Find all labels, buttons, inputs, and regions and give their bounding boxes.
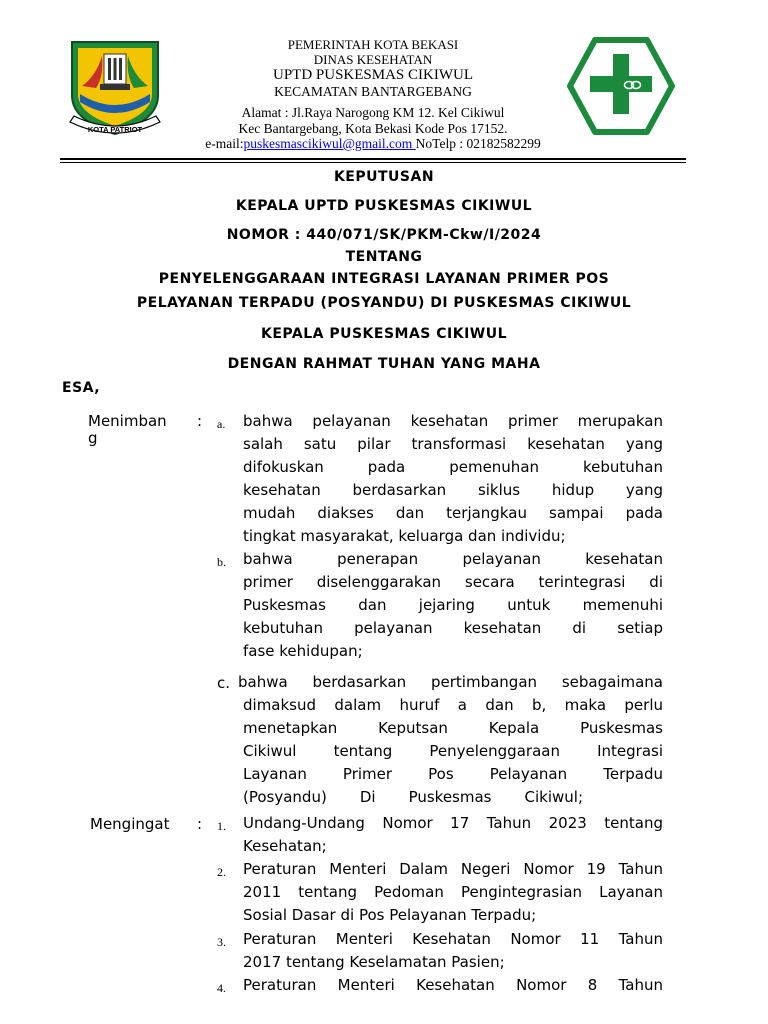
letterhead-rule-thin	[60, 162, 686, 163]
decree-tentang: TENTANG	[345, 249, 423, 265]
menimbang-label: Menimban g	[88, 412, 167, 447]
mengingat-colon: :	[197, 815, 203, 833]
rahmat-line-1: DENGAN RAHMAT TUHAN YANG MAHA	[227, 356, 541, 372]
crest-motto: KOTA PATRIOT	[87, 125, 143, 134]
district-name: KECAMATAN BANTARGEBANG	[274, 84, 472, 99]
decree-heading: KEPUTUSAN	[333, 169, 435, 185]
menimbang-colon: :	[197, 412, 203, 430]
mengingat-label: Mengingat	[90, 815, 170, 833]
email-label: e-mail:	[205, 136, 244, 151]
decree-issuer: KEPALA UPTD PUSKESMAS CIKIWUL	[235, 198, 533, 214]
letterhead-rule-thick	[60, 158, 686, 160]
rahmat-line-2: ESA,	[62, 380, 101, 396]
address-line-2: Kec Bantargebang, Kota Bekasi Kode Pos 17152.	[238, 121, 508, 136]
unit-name: UPTD PUSKESMAS CIKIWUL	[272, 67, 474, 83]
gov-name: PEMERINTAH KOTA BEKASI	[287, 37, 459, 52]
address-line-1: Alamat : Jl.Raya Narogong KM 12. Kel Cikiwul	[241, 105, 505, 120]
decree-number: NOMOR : 440/071/SK/PKM-Ckw/I/2024	[226, 227, 542, 243]
email-link[interactable]: puskesmascikiwul@gmail.com	[243, 136, 416, 151]
dept-name: DINAS KESEHATAN	[313, 52, 433, 67]
contact-line	[148, 137, 598, 151]
phone-number: NoTelp : 02182582299	[415, 136, 541, 151]
decree-subject-line-2: PELAYANAN TERPADU (POSYANDU) DI PUSKESMAS CIKIWUL	[136, 295, 632, 311]
decree-subject-line-1: PENYELENGGARAAN INTEGRASI LAYANAN PRIMER POS	[158, 271, 610, 287]
decree-head-title: KEPALA PUSKESMAS CIKIWUL	[260, 326, 508, 342]
puskesmas-cross-logo	[566, 36, 676, 136]
